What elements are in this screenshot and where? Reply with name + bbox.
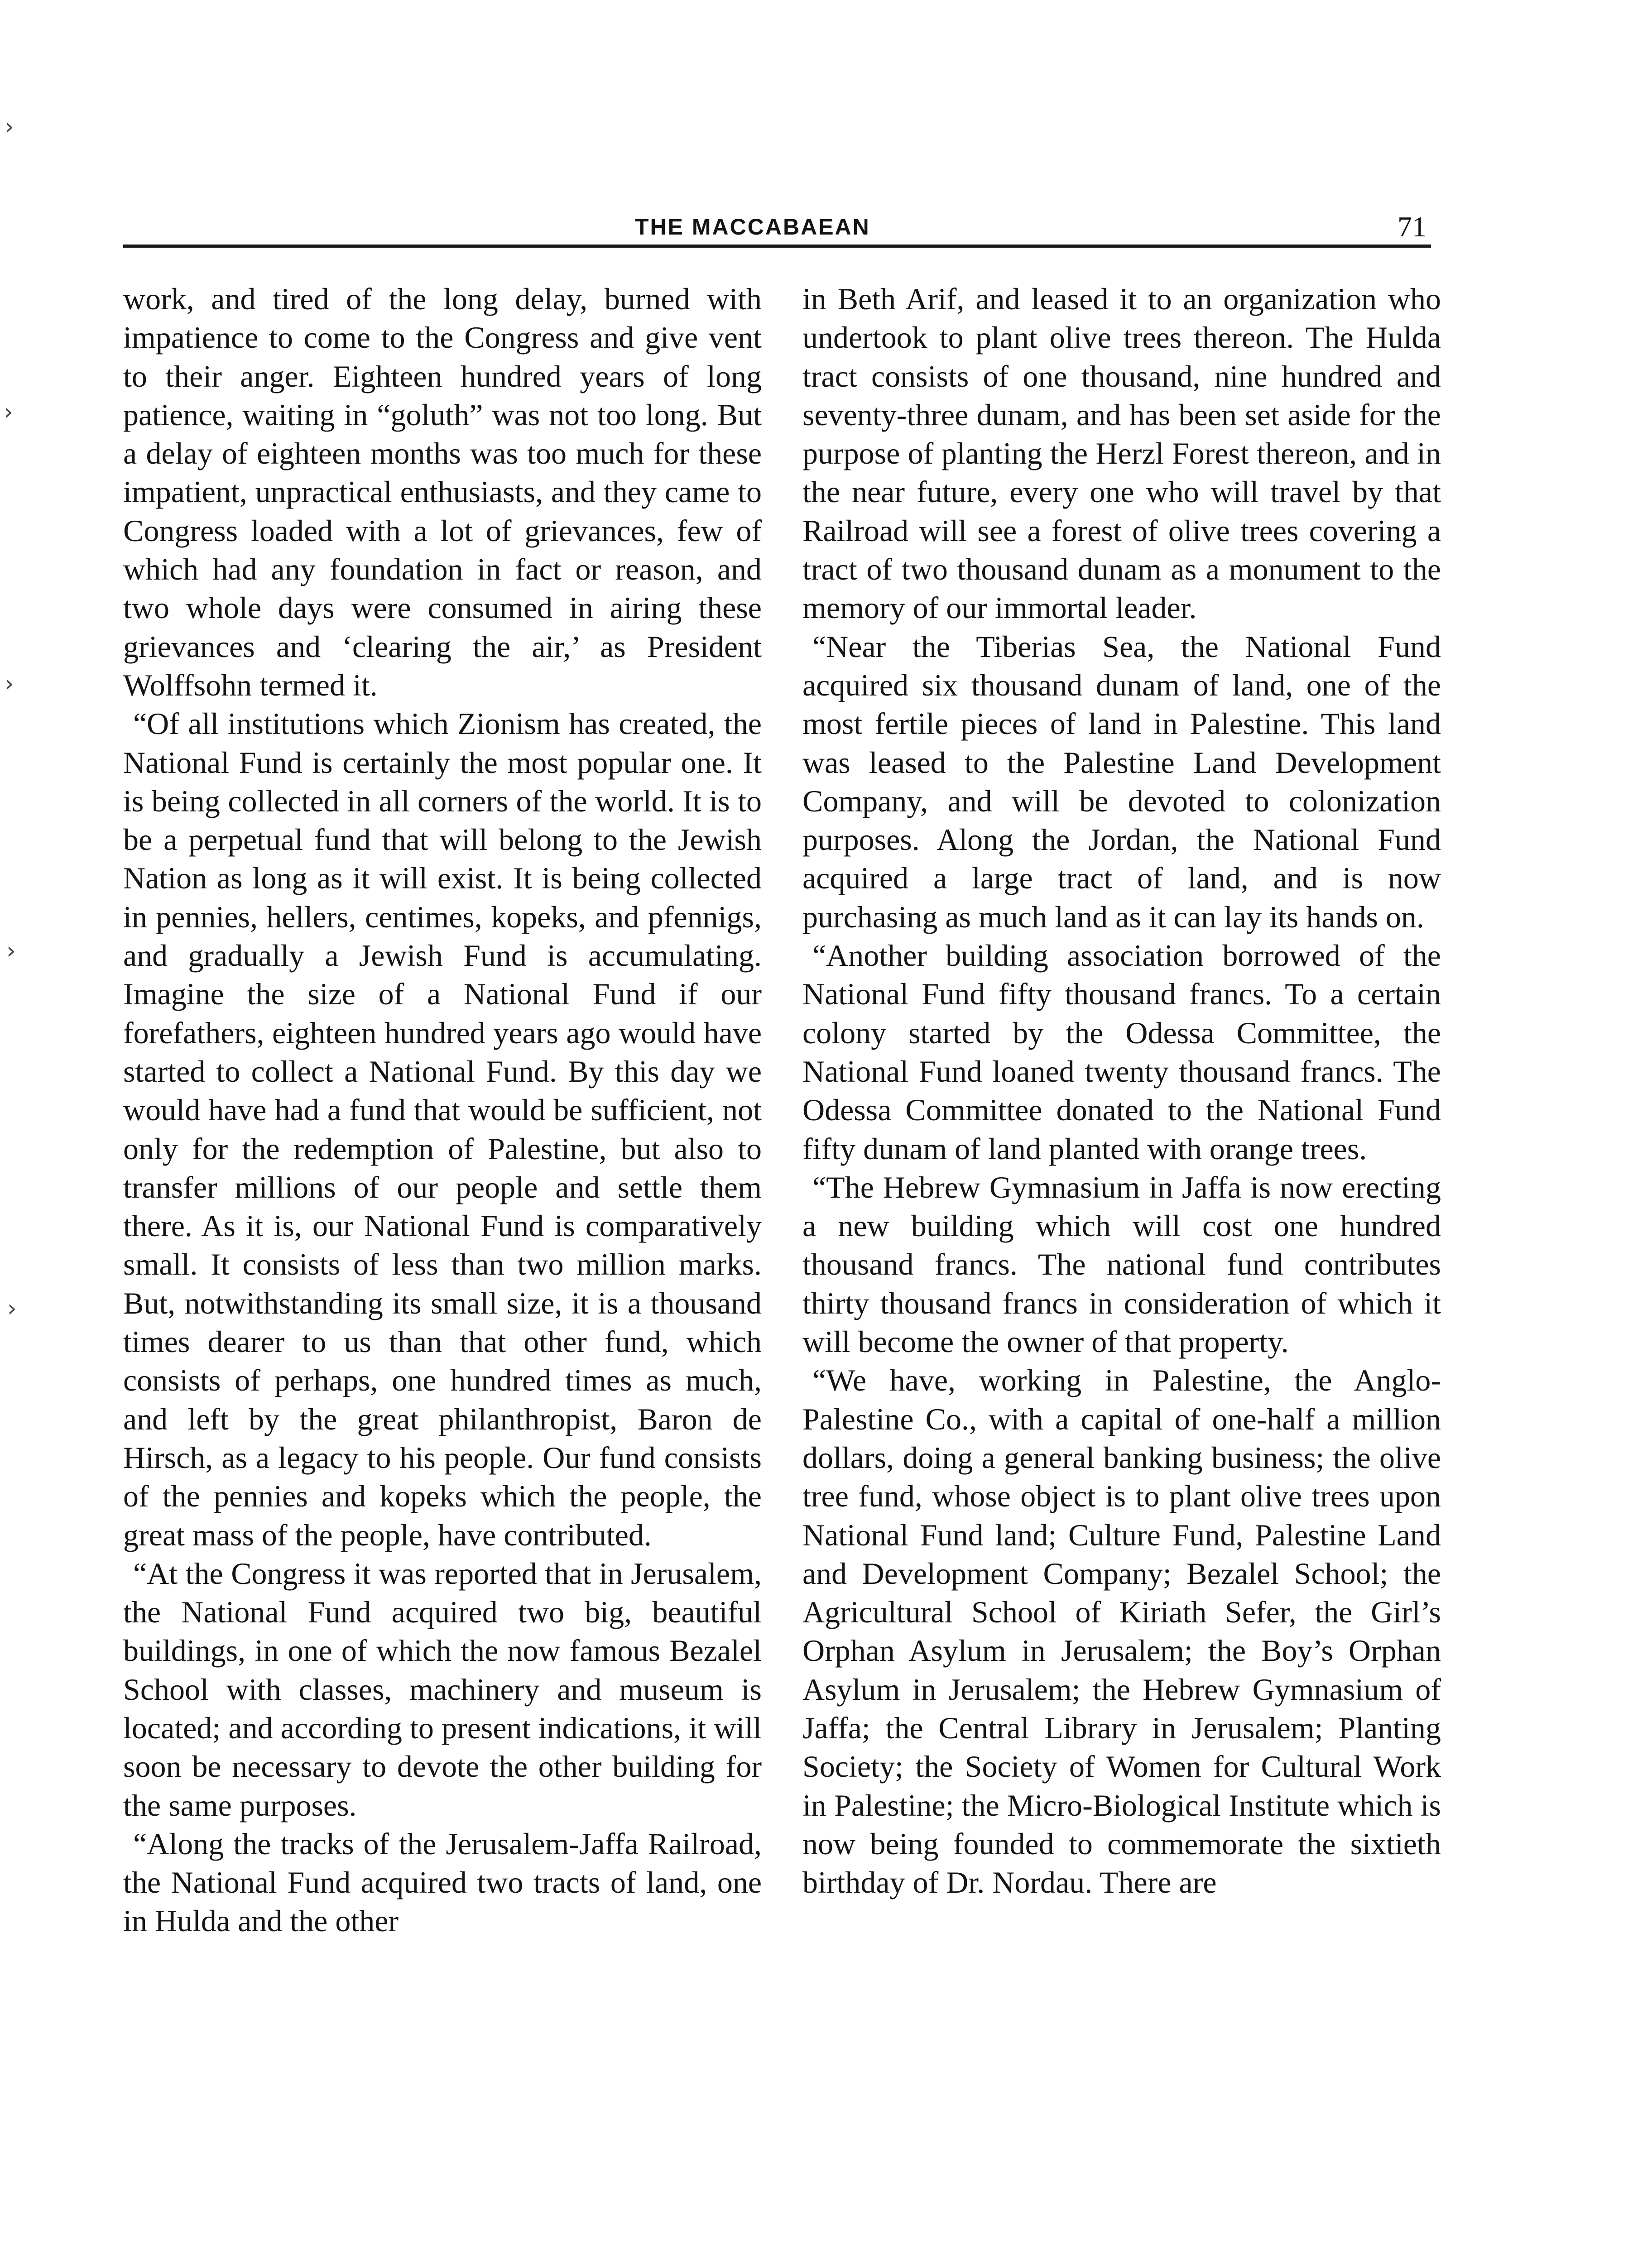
margin-mark: › — [6, 937, 16, 964]
left-column — [123, 280, 762, 2259]
paragraph: work, and tired of the long delay, burned with impatience to come to the Congress and give vent to their anger. Eighteen hundred years of long patience, waiting in “goluth” was not too long. But a delay of eighteen months was too much for these impatient, unpractical enthusiasts, and they came to Congress loaded with a lot of grievances, few of which had any foundation in fact or reason, and two whole days were consumed in airing these grievances and ‘clearing the air,’ as President Wolffsohn termed it. — [123, 282, 762, 702]
right-column — [802, 280, 1441, 2259]
margin-mark: › — [5, 113, 14, 140]
page-header — [123, 207, 1431, 249]
paragraph: “Along the tracks of the Jerusalem-Jaffa Railroad, the National Fund acquired two tracts of land, one in Hulda and the other — [123, 1826, 762, 1938]
running-title: THE MACCABAEAN — [635, 214, 870, 240]
header-rule — [123, 245, 1431, 248]
paragraph: “Of all institutions which Zionism has created, the National Fund is certainly the most popular one. It is being collected in all corners of the world. It is to be a perpetual fund that will belong to the Jewish Nation as long as it will exist. It is being collected in pennies, hellers, centimes, kopeks, and pfennigs, and gradually a Jewish Fund is accumulating. Imagine the size of a National Fund if our forefathers, eighteen hundred years ago would have started to collect a National Fund. By this day we would have had a fund that would be sufficient, not only for the redemption of Palestine, but also to transfer millions of our people and settle them there. As it is, our National Fund is comparatively small. It consists of less than two million marks. But, notwithstanding its small size, it is a thousand times dearer to us than that other fund, which consists of perhaps, one hundred times as much, and left by the great philanthropist, Baron de Hirsch, as a legacy to his people. Our fund consists of the pennies and kopeks which the people, the great mass of the people, have contributed. — [123, 706, 762, 1552]
page-number: 71 — [1397, 211, 1426, 243]
paragraph: “Another building association borrowed of the National Fund fifty thousand francs. To a certain colony started by the Odessa Committee, the National Fund loaned twenty thousand francs. The Odessa Committee donated to the National Fund fifty dunam of land planted with orange trees. — [802, 938, 1441, 1166]
paragraph: “The Hebrew Gymnasium in Jaffa is now erecting a new building which will cost one hundred thousand francs. The national fund contributes thirty thousand francs in consideration of which it will become the owner of that property. — [802, 1170, 1441, 1359]
paragraph: in Beth Arif, and leased it to an organization who undertook to plant olive trees thereon. The Hulda tract consists of one thousand, nine hundred and seventy-three dunam, and has been set aside for the purpose of planting the Herzl Forest thereon, and in the near future, every one who will travel by that Railroad will see a forest of olive trees covering a tract of two thousand dunam as a monument to the memory of our immortal leader. — [802, 282, 1441, 625]
margin-mark: › — [5, 670, 14, 697]
paragraph: “We have, working in Palestine, the Anglo-Palestine Co., with a capital of one-half a million dollars, doing a general banking business; the olive tree fund, whose object is to plant olive trees upon National Fund land; Culture Fund, Palestine Land and Development Company; Bezalel School; the Agricultural School of Kiriath Sefer, the Girl’s Orphan Asylum in Jerusalem; the Boy’s Orphan Asylum in Jerusalem; the Hebrew Gymnasium of Jaffa; the Central Library in Jerusalem; Planting Society; the Society of Women for Cultural Work in Palestine; the Micro-Biological Institute which is now being founded to commemorate the sixtieth birthday of Dr. Nordau. There are — [802, 1363, 1441, 1900]
paragraph: “Near the Tiberias Sea, the National Fund acquired six thousand dunam of land, one of the most fertile pieces of land in Palestine. This land was leased to the Palestine Land Development Company, and will be devoted to colonization purposes. Along the Jordan, the National Fund acquired a large tract of land, and is now purchasing as much land as it can lay its hands on. — [802, 629, 1441, 934]
margin-mark: › — [4, 398, 13, 426]
paragraph: “At the Congress it was reported that in Jerusalem, the National Fund acquired two big, beautiful buildings, in one of which the now famous Bezalel School with classes, machinery and museum is located; and according to present indications, it will soon be necessary to devote the other building for the same purposes. — [123, 1556, 762, 1823]
margin-mark: › — [7, 1295, 17, 1322]
